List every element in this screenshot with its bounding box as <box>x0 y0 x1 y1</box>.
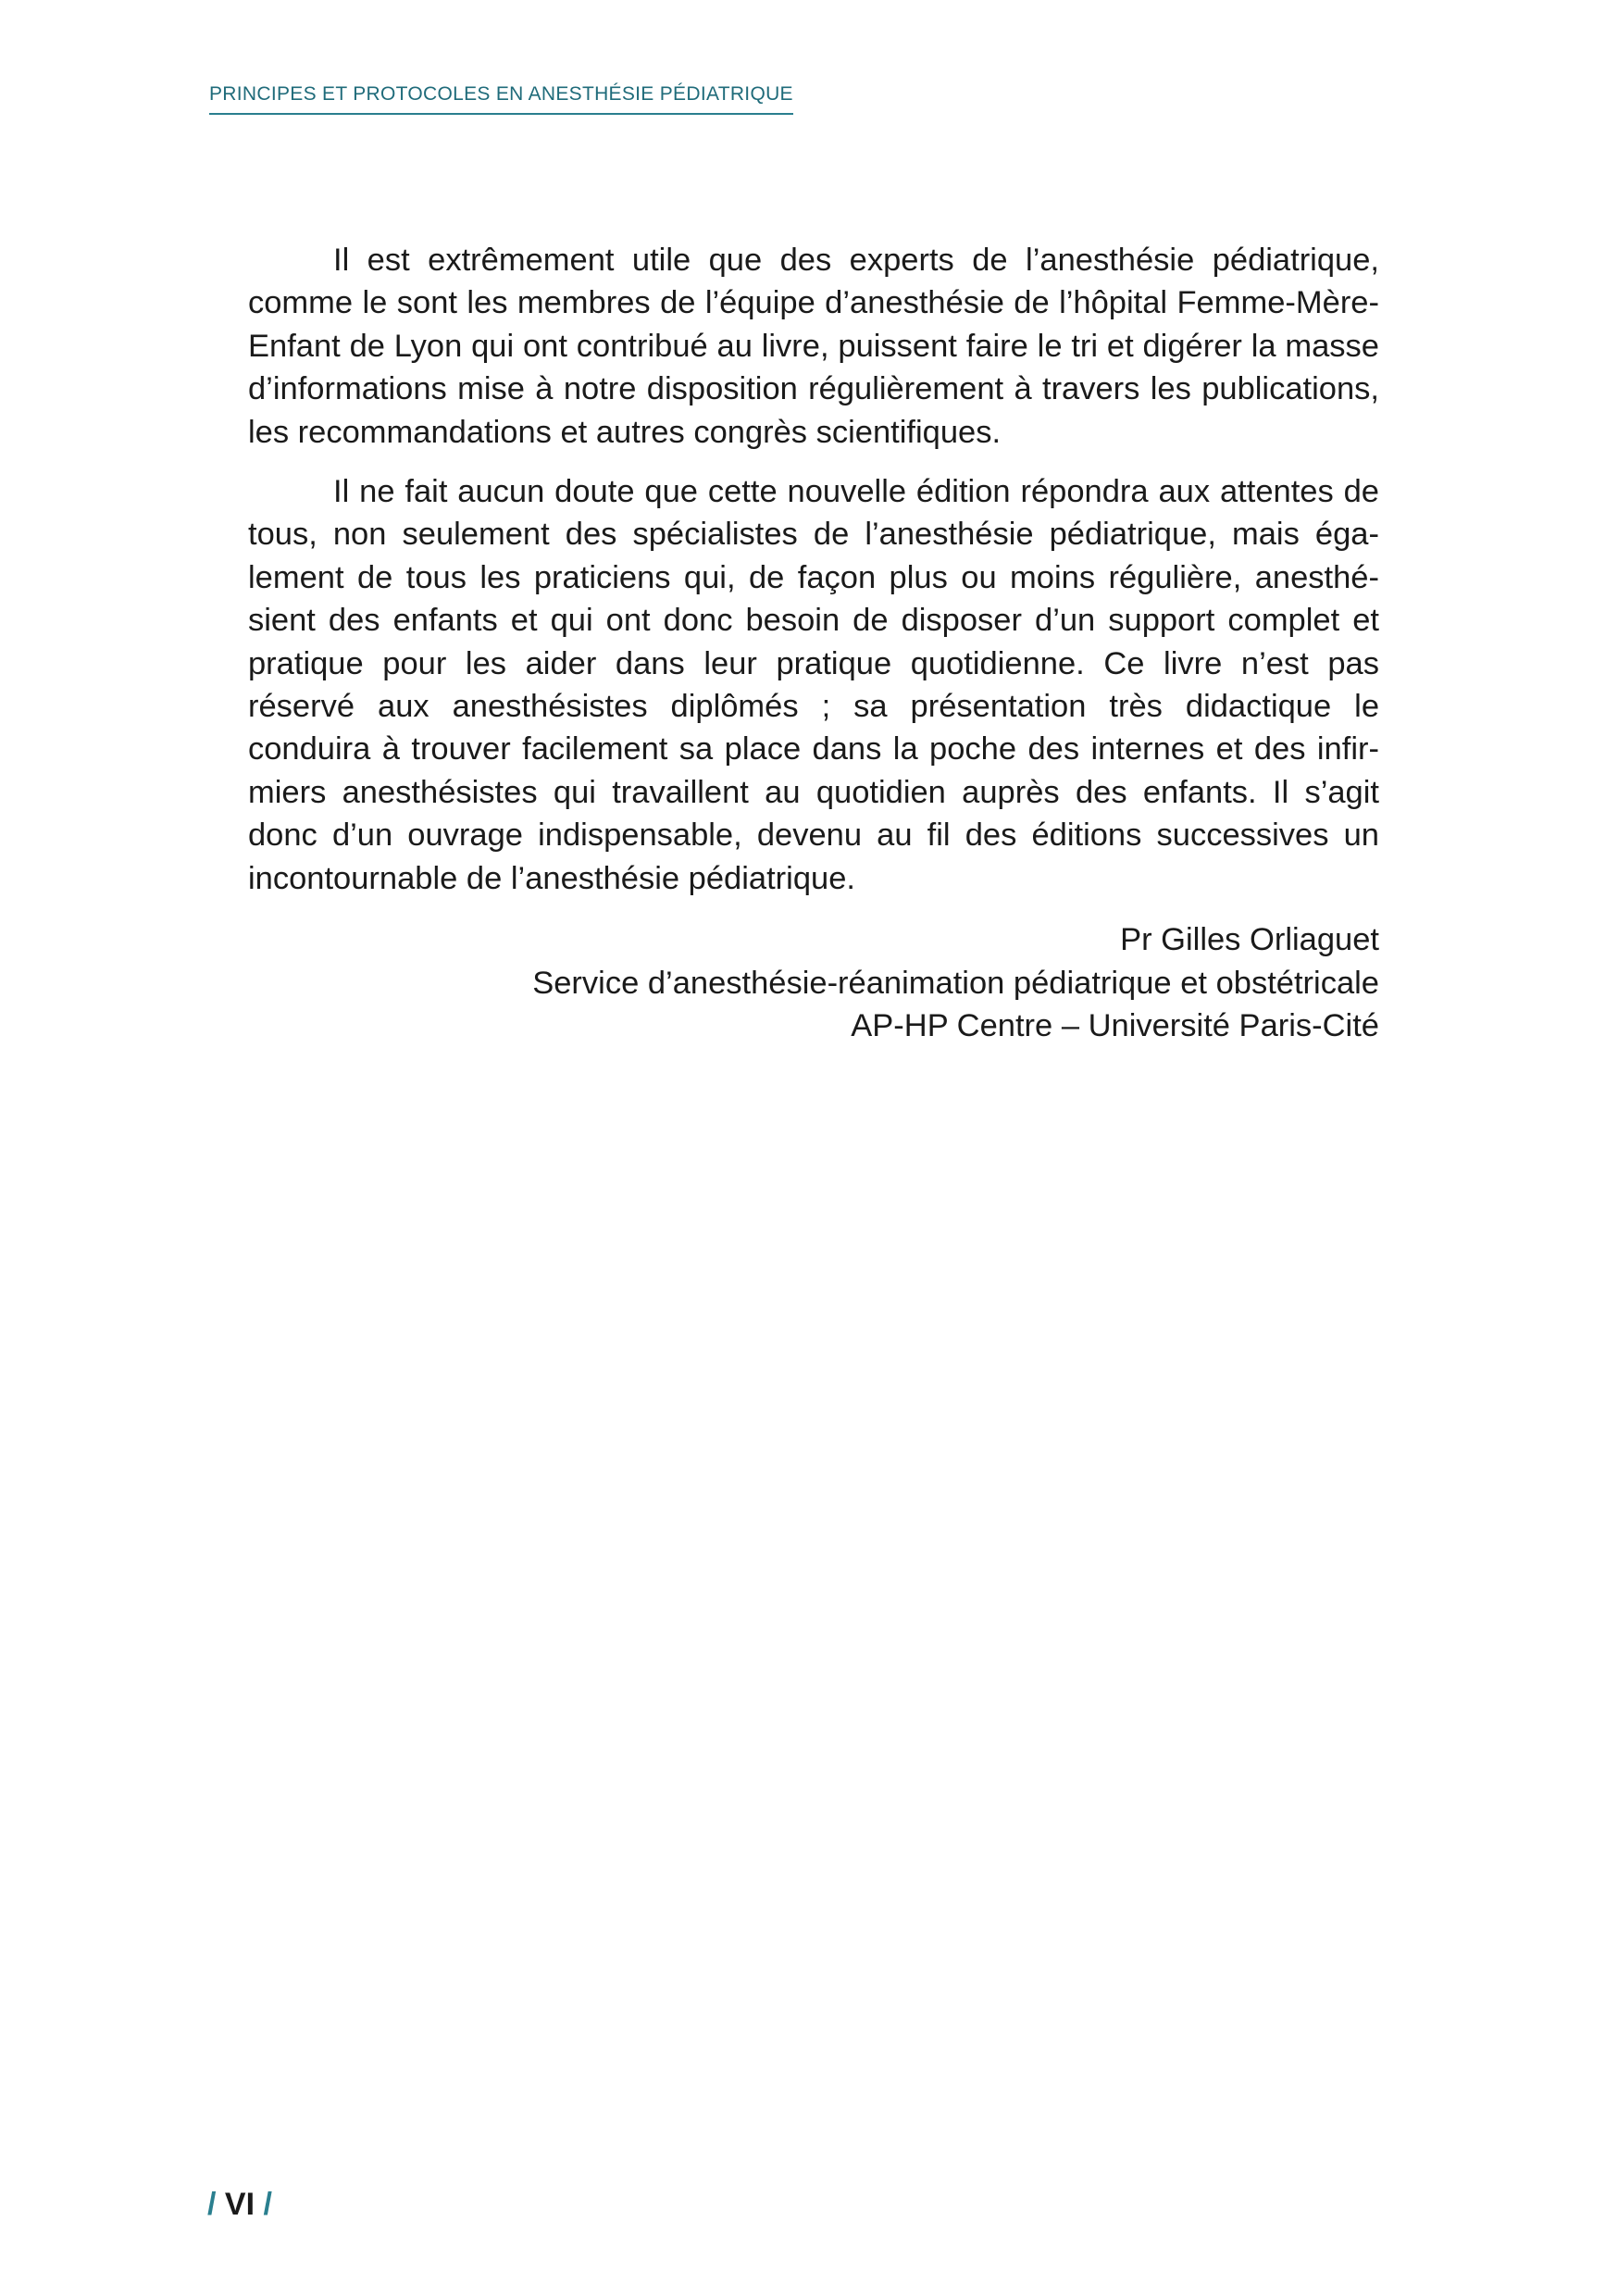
signature-block <box>248 918 1379 1047</box>
author-institution: AP-HP Centre – Université Paris-Cité <box>851 1007 1379 1043</box>
page-number-slash-left: / <box>207 2187 217 2222</box>
author-department: Service d’anesthésie-réanimation pédiatrique et obstétricale <box>532 965 1379 1001</box>
page-number-value: VI <box>224 2187 255 2222</box>
page-number <box>207 2187 272 2223</box>
preface-body <box>248 239 1379 1047</box>
page-number-slash-right: / <box>263 2187 272 2222</box>
paragraph-1: Il est extrêmement utile que des experts de l’anesthésie pédiatrique, comme le sont les membres de l’équipe d’anesthésie de l’hôpital Femme-Mère-Enfant de Lyon qui ont contribué au livre, puissent faire le tri et digérer la masse d’informations mise à notre disposition régulièrement à travers les publications, les recommandations et autres congrès scientifiques. <box>248 243 1379 450</box>
paragraph-2: Il ne fait aucun doute que cette nouvelle édition répondra aux attentes de tous, non seulement des spécialistes de l’anesthésie pédiatrique, mais également de tous les praticiens qui, de façon plus ou moins régulière, anesthésient des enfants et qui ont donc besoin de disposer d’un support complet et pratique pour les aider dans leur pratique quotidienne. Ce livre n’est pas réservé aux anesthésistes diplômés ; sa présentation très didactique le conduira à trouver facilement sa place dans la poche des internes et des infirmiers anesthésistes qui travaillent au quotidien auprès des enfants. Il s’agit donc d’un ouvrage indispensable, devenu au fil des éditions successives un incontournable de l’anesthésie pédiatrique. <box>248 474 1379 896</box>
author-name: Pr Gilles Orliaguet <box>1120 922 1379 958</box>
running-header: PRINCIPES ET PROTOCOLES EN ANESTHÉSIE PÉDIATRIQUE <box>209 83 793 115</box>
